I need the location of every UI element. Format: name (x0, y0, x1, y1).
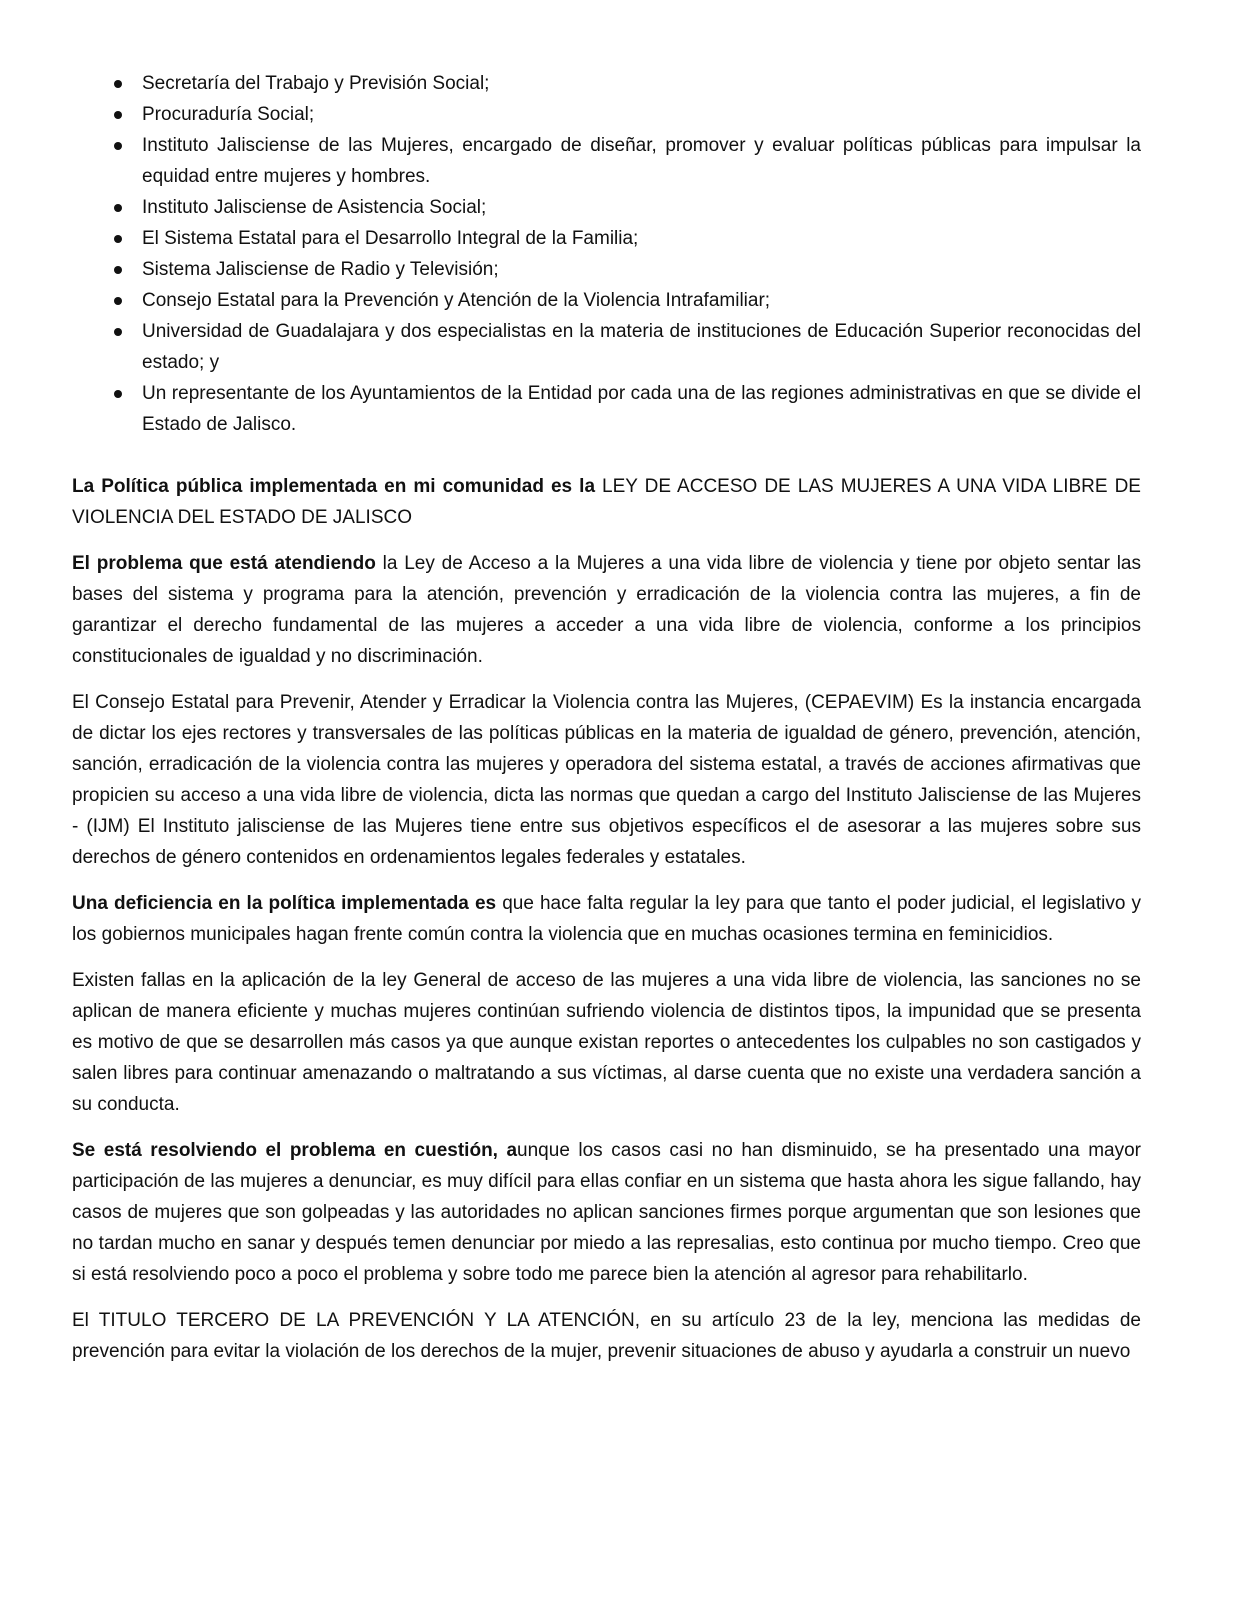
bullet-icon (114, 328, 122, 336)
problem-paragraph (72, 548, 1141, 672)
bullet-icon (114, 297, 122, 305)
list-item (72, 254, 1141, 285)
list-item (72, 223, 1141, 254)
deficiency-lead: Una deficiencia en la política implementada es (72, 893, 497, 914)
bullet-icon (114, 390, 122, 398)
resolving-paragraph (72, 1135, 1141, 1290)
title-three-paragraph: El TITULO TERCERO DE LA PREVENCIÓN Y LA ATENCIÓN, en su artículo 23 de la ley, menciona las medidas de prevención para evitar la violación de los derechos de la mujer, prevenir situaciones de abuso y ayudarla a construir un nuevo (72, 1310, 1141, 1362)
list-item (72, 378, 1141, 440)
policy-lead: La Política pública implementada en mi comunidad es la (72, 476, 596, 497)
list-item (72, 316, 1141, 378)
bullet-icon (114, 266, 122, 274)
bullet-icon (114, 111, 122, 119)
bullet-icon (114, 204, 122, 212)
list-item-text: Un representante de los Ayuntamientos de la Entidad por cada una de las regiones administrativas en que se divide el Estado de Jalisco. (142, 383, 1141, 435)
resolving-lead: Se está resolviendo el problema en cuestión, a (72, 1140, 518, 1161)
list-item (72, 285, 1141, 316)
bullet-icon (114, 80, 122, 88)
list-item-text: Secretaría del Trabajo y Previsión Social; (142, 73, 490, 94)
policy-text: LEY DE ACCESO DE LAS MUJERES A UNA VIDA LIBRE DE VIOLENCIA DEL ESTADO DE JALISCO (72, 476, 1141, 528)
list-item-text: Consejo Estatal para la Prevención y Atención de la Violencia Intrafamiliar; (142, 290, 771, 311)
list-item-text: Instituto Jalisciense de Asistencia Social; (142, 197, 487, 218)
list-item-text: Procuraduría Social; (142, 104, 315, 125)
list-item-text: Instituto Jalisciense de las Mujeres, encargado de diseñar, promover y evaluar políticas públicas para impulsar la equidad entre mujeres y hombres. (142, 135, 1141, 187)
list-item (72, 68, 1141, 99)
council-paragraph: El Consejo Estatal para Prevenir, Atender y Erradicar la Violencia contra las Mujeres, (CEPAEVIM) Es la instancia encargada de dictar los ejes rectores y transversales de las políticas públicas en la materia de igualdad de género, prevención, atención, sanción, erradicación de la violencia contra las mujeres y operadora del sistema estatal, a través de acciones afirmativas que propicien su acceso a una vida libre de violencia, dicta las normas que quedan a cargo del Instituto Jalisciense de las Mujeres - (IJM) El Instituto jalisciense de las Mujeres tiene entre sus objetivos específicos el de asesorar a las mujeres sobre sus derechos de género contenidos en ordenamientos legales federales y estatales. (72, 692, 1141, 868)
bullet-icon (114, 235, 122, 243)
resolving-text: unque los casos casi no han disminuido, se ha presentado una mayor participación de las mujeres a denunciar, es muy difícil para ellas confiar en un sistema que hasta ahora les sigue fallando, hay casos de mujeres que son golpeadas y las autoridades no aplican sanciones firmes porque argumentan que son lesiones que no tardan mucho en sanar y después temen denunciar por miedo a las represalias, esto continua por mucho tiempo. Creo que si está resolviendo poco a poco el problema y sobre todo me parece bien la atención al agresor para rehabilitarlo. (72, 1140, 1141, 1285)
problem-text: la Ley de Acceso a la Mujeres a una vida libre de violencia y tiene por objeto sentar las bases del sistema y programa para la atención, prevención y erradicación de la violencia contra las mujeres, a fin de garantizar el derecho fundamental de las mujeres a acceder a una vida libre de violencia, conforme a los principios constitucionales de igualdad y no discriminación. (72, 553, 1141, 667)
failures-paragraph: Existen fallas en la aplicación de la ley General de acceso de las mujeres a una vida libre de violencia, las sanciones no se aplican de manera eficiente y muchas mujeres continúan sufriendo violencia de distintos tipos, la impunidad que se presenta es motivo de que se desarrollen más casos ya que aunque existan reportes o antecedentes los culpables no son castigados y salen libres para continuar amenazando o maltratando a sus víctimas, al darse cuenta que no existe una verdadera sanción a su conducta. (72, 970, 1141, 1115)
deficiency-paragraph (72, 888, 1141, 950)
policy-statement (72, 471, 1141, 533)
list-item (72, 130, 1141, 192)
problem-lead: El problema que está atendiendo (72, 553, 376, 574)
list-item (72, 99, 1141, 130)
list-item-text: El Sistema Estatal para el Desarrollo Integral de la Familia; (142, 228, 639, 249)
list-item-text: Universidad de Guadalajara y dos especialistas en la materia de instituciones de Educación Superior reconocidas del estado; y (142, 321, 1141, 373)
list-item (72, 192, 1141, 223)
bullet-icon (114, 142, 122, 150)
institutions-list (72, 68, 1141, 440)
list-item-text: Sistema Jalisciense de Radio y Televisión; (142, 259, 499, 280)
deficiency-text: que hace falta regular la ley para que tanto el poder judicial, el legislativo y los gobiernos municipales hagan frente común contra la violencia que en muchas ocasiones termina en feminicidios. (72, 893, 1141, 945)
